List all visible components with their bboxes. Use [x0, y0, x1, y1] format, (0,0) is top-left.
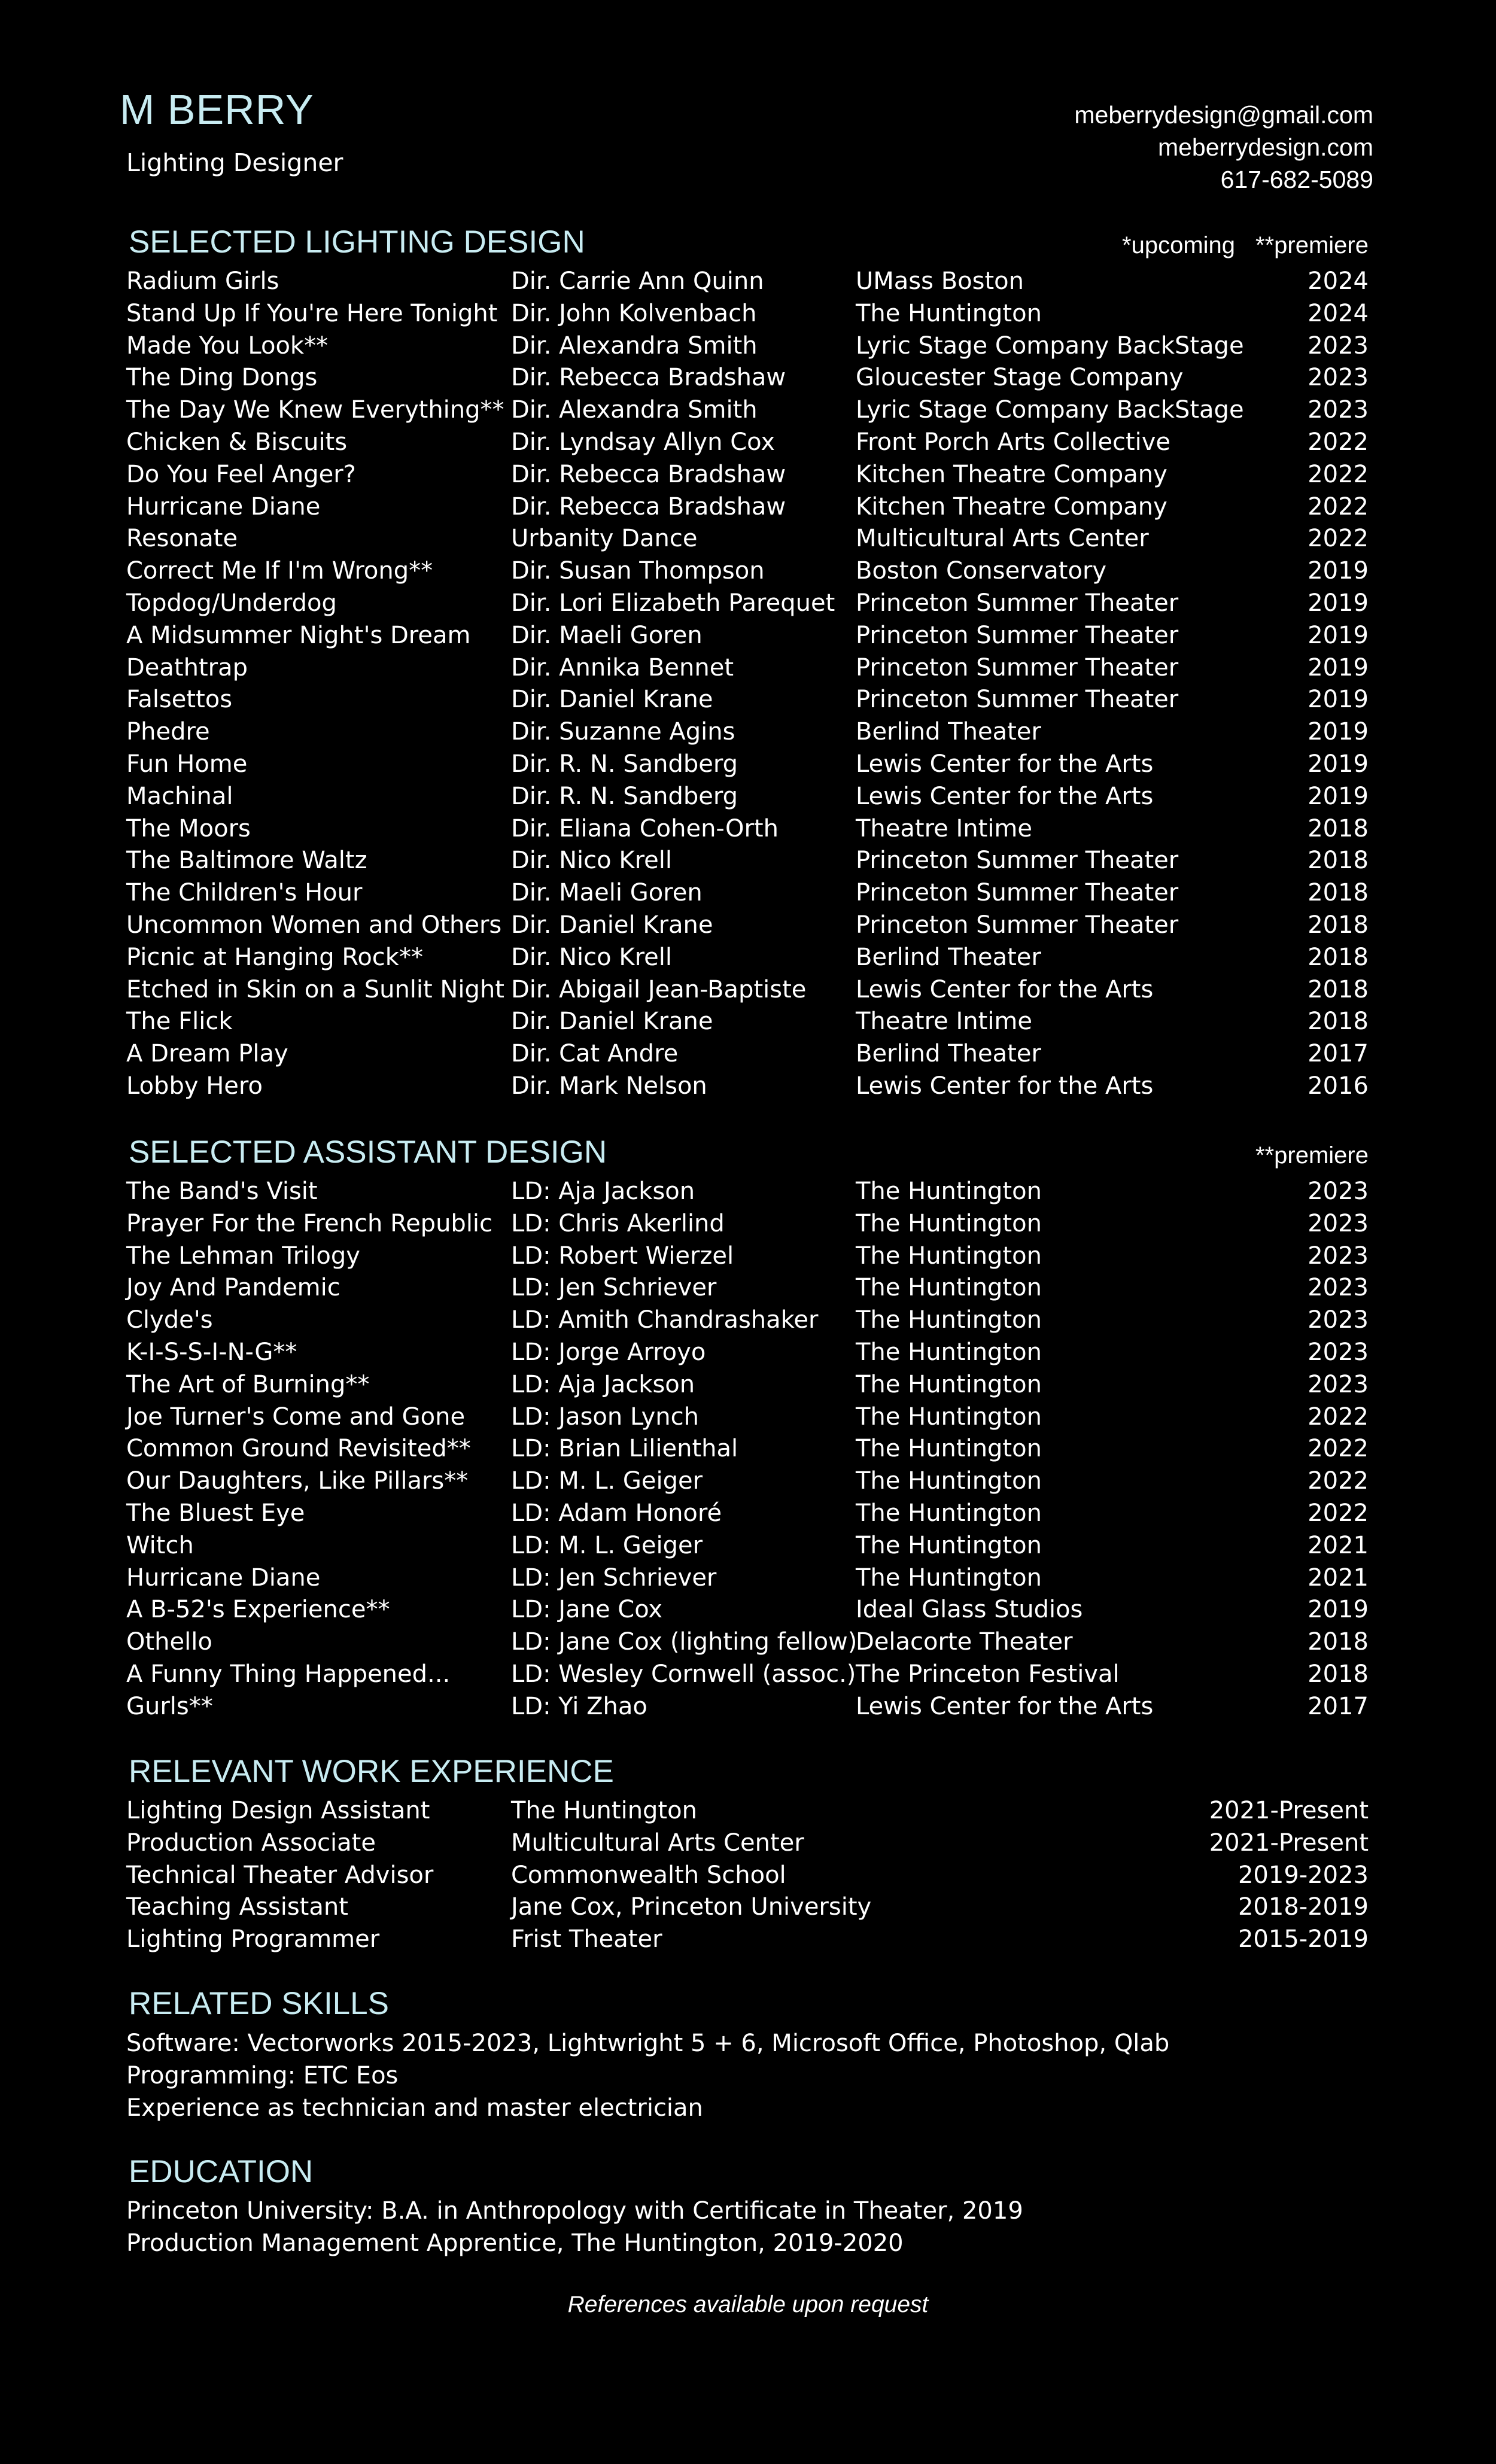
production-year: 2019	[1308, 1596, 1369, 1624]
lighting-credit-row	[0, 684, 1496, 716]
assistant-credit-row	[0, 1530, 1496, 1562]
venue-name: The Huntington	[856, 1209, 1042, 1237]
director-credit: LD: Aja Jackson	[511, 1178, 695, 1205]
assistant-credit-row	[0, 1465, 1496, 1498]
work-experience-list	[0, 1795, 1496, 1956]
resume-name: M BERRY	[120, 86, 314, 133]
section-heading-skills: RELATED SKILLS	[129, 1986, 389, 2021]
venue-name: Kitchen Theatre Company	[856, 460, 1167, 488]
production-title: Etched in Skin on a Sunlit Night	[126, 975, 504, 1003]
venue-name: The Huntington	[856, 1467, 1042, 1495]
assistant-credit-row	[0, 1337, 1496, 1369]
director-credit: Dir. Alexandra Smith	[511, 331, 758, 360]
production-title: A B-52's Experience**	[126, 1596, 390, 1624]
production-year: 2019	[1308, 750, 1369, 778]
lighting-credit-row	[0, 459, 1496, 491]
venue-name: Lewis Center for the Arts	[856, 975, 1154, 1003]
production-year: 2024	[1308, 267, 1369, 295]
director-credit: LD: Jane Cox (lighting fellow)	[511, 1628, 858, 1656]
director-credit: Dir. Daniel Krane	[511, 686, 713, 714]
director-credit: LD: Jorge Arroyo	[511, 1338, 706, 1366]
job-dates: 2021-Present	[1209, 1829, 1369, 1857]
production-year: 2022	[1308, 1467, 1369, 1495]
director-credit: Dir. R. N. Sandberg	[511, 750, 738, 778]
job-dates: 2021-Present	[1209, 1797, 1369, 1824]
production-title: Chicken & Biscuits	[126, 428, 348, 456]
contact-block	[1074, 99, 1373, 196]
production-title: A Funny Thing Happened...	[126, 1660, 451, 1688]
venue-name: Theatre Intime	[856, 1008, 1032, 1036]
director-credit: Dir. Mark Nelson	[511, 1072, 707, 1100]
assistant-credit-row	[0, 1176, 1496, 1208]
production-year: 2016	[1308, 1072, 1369, 1100]
director-credit: Dir. Eliana Cohen-Orth	[511, 814, 779, 842]
production-title: Phedre	[126, 718, 210, 746]
director-credit: Dir. Cat Andre	[511, 1040, 679, 1068]
venue-name: The Huntington	[856, 1435, 1042, 1463]
lighting-credit-row	[0, 974, 1496, 1006]
production-title: Do You Feel Anger?	[126, 460, 356, 488]
venue-name: The Huntington	[856, 1563, 1042, 1592]
venue-name: The Princeton Festival	[856, 1660, 1120, 1688]
assistant-credits-list	[0, 1176, 1496, 1723]
director-credit: Dir. R. N. Sandberg	[511, 782, 738, 810]
production-year: 2019	[1308, 718, 1369, 746]
assistant-credit-row	[0, 1304, 1496, 1337]
production-year: 2019	[1308, 686, 1369, 714]
venue-name: Princeton Summer Theater	[856, 621, 1179, 649]
assistant-note-premiere: **premiere	[1255, 1142, 1369, 1169]
director-credit: LD: Yi Zhao	[511, 1692, 647, 1720]
skill-line: Experience as technician and master electrician	[126, 2094, 703, 2122]
production-year: 2019	[1308, 653, 1369, 682]
venue-name: The Huntington	[856, 1403, 1042, 1431]
production-year: 2023	[1308, 396, 1369, 424]
production-title: The Flick	[126, 1008, 233, 1036]
production-title: The Baltimore Waltz	[126, 847, 367, 875]
resume-subtitle: Lighting Designer	[126, 148, 343, 177]
job-title: Teaching Assistant	[126, 1893, 348, 1921]
director-credit: LD: Brian Lilienthal	[511, 1435, 738, 1463]
production-title: A Midsummer Night's Dream	[126, 621, 471, 649]
lighting-credit-row	[0, 1006, 1496, 1038]
assistant-credit-row	[0, 1272, 1496, 1304]
director-credit: Dir. Rebecca Bradshaw	[511, 492, 786, 521]
venue-name: Lewis Center for the Arts	[856, 1072, 1154, 1100]
director-credit: Dir. Nico Krell	[511, 847, 672, 875]
production-year: 2023	[1308, 1274, 1369, 1302]
job-dates: 2019-2023	[1237, 1861, 1369, 1889]
production-year: 2019	[1308, 557, 1369, 585]
production-title: Picnic at Hanging Rock**	[126, 943, 423, 971]
director-credit: LD: Wesley Cornwell (assoc.)	[511, 1660, 856, 1688]
venue-name: Princeton Summer Theater	[856, 847, 1179, 875]
production-title: Witch	[126, 1531, 194, 1559]
assistant-credit-row	[0, 1659, 1496, 1691]
production-year: 2022	[1308, 1403, 1369, 1431]
director-credit: Dir. Lyndsay Allyn Cox	[511, 428, 776, 456]
lighting-credit-row	[0, 588, 1496, 620]
venue-name: Theatre Intime	[856, 814, 1032, 842]
production-title: Gurls**	[126, 1692, 213, 1720]
section-heading-assistant: SELECTED ASSISTANT DESIGN	[129, 1134, 607, 1170]
venue-name: The Huntington	[856, 1531, 1042, 1559]
production-year: 2023	[1308, 1306, 1369, 1334]
production-year: 2021	[1308, 1531, 1369, 1559]
production-year: 2019	[1308, 589, 1369, 617]
production-title: Our Daughters, Like Pillars**	[126, 1467, 469, 1495]
section-heading-education: EDUCATION	[129, 2154, 314, 2189]
production-title: The Lehman Trilogy	[126, 1242, 360, 1270]
lighting-credit-row	[0, 620, 1496, 652]
production-year: 2019	[1308, 782, 1369, 810]
contact-phone: 617-682-5089	[1220, 166, 1373, 193]
employer-name: The Huntington	[511, 1797, 697, 1824]
production-title: Clyde's	[126, 1306, 213, 1334]
director-credit: Dir. Suzanne Agins	[511, 718, 735, 746]
assistant-credit-row	[0, 1208, 1496, 1240]
note-premiere: **premiere	[1255, 232, 1369, 258]
assistant-credit-row	[0, 1594, 1496, 1626]
venue-name: Princeton Summer Theater	[856, 686, 1179, 714]
production-title: The Art of Burning**	[126, 1370, 370, 1398]
lighting-credit-row	[0, 1038, 1496, 1070]
production-title: Machinal	[126, 782, 233, 810]
production-title: Prayer For the French Republic	[126, 1209, 493, 1237]
venue-name: Princeton Summer Theater	[856, 879, 1179, 907]
work-experience-row	[0, 1924, 1496, 1956]
venue-name: The Huntington	[856, 1178, 1042, 1205]
production-year: 2022	[1308, 428, 1369, 456]
director-credit: LD: Adam Honoré	[511, 1499, 722, 1527]
director-credit: LD: Jason Lynch	[511, 1403, 699, 1431]
production-title: Hurricane Diane	[126, 1563, 321, 1592]
director-credit: LD: Robert Wierzel	[511, 1242, 734, 1270]
lighting-credit-row	[0, 716, 1496, 749]
section-heading-lighting: SELECTED LIGHTING DESIGN	[129, 224, 585, 260]
director-credit: LD: Chris Akerlind	[511, 1209, 725, 1237]
director-credit: Dir. Carrie Ann Quinn	[511, 267, 764, 295]
director-credit: Dir. Maeli Goren	[511, 879, 703, 907]
production-year: 2018	[1308, 911, 1369, 939]
employer-name: Multicultural Arts Center	[511, 1829, 804, 1857]
assistant-credit-row	[0, 1562, 1496, 1595]
production-year: 2018	[1308, 879, 1369, 907]
job-title: Technical Theater Advisor	[126, 1861, 434, 1889]
lighting-credit-row	[0, 266, 1496, 298]
education-list	[126, 2195, 1023, 2259]
production-title: The Bluest Eye	[126, 1499, 305, 1527]
lighting-credit-row	[0, 781, 1496, 813]
production-title: Made You Look**	[126, 331, 329, 360]
production-year: 2023	[1308, 1370, 1369, 1398]
venue-name: Multicultural Arts Center	[856, 525, 1149, 553]
venue-name: The Huntington	[856, 299, 1042, 327]
work-experience-row	[0, 1795, 1496, 1827]
production-year: 2022	[1308, 1499, 1369, 1527]
production-year: 2023	[1308, 1338, 1369, 1366]
production-title: Stand Up If You're Here Tonight	[126, 299, 498, 327]
job-dates: 2018-2019	[1237, 1893, 1369, 1921]
production-year: 2022	[1308, 525, 1369, 553]
director-credit: LD: M. L. Geiger	[511, 1467, 703, 1495]
venue-name: Boston Conservatory	[856, 557, 1107, 585]
production-title: Lobby Hero	[126, 1072, 263, 1100]
production-year: 2022	[1308, 1435, 1369, 1463]
production-year: 2023	[1308, 1209, 1369, 1237]
director-credit: Dir. Daniel Krane	[511, 1008, 713, 1036]
lighting-credit-row	[0, 394, 1496, 427]
lighting-credit-row	[0, 362, 1496, 394]
production-title: Common Ground Revisited**	[126, 1435, 471, 1463]
venue-name: Princeton Summer Theater	[856, 653, 1179, 682]
production-title: Topdog/Underdog	[126, 589, 337, 617]
production-title: Fun Home	[126, 750, 248, 778]
venue-name: Gloucester Stage Company	[856, 364, 1184, 392]
director-credit: Dir. Daniel Krane	[511, 911, 713, 939]
lighting-credit-row	[0, 1070, 1496, 1103]
production-year: 2022	[1308, 460, 1369, 488]
venue-name: Berlind Theater	[856, 943, 1041, 971]
contact-email[interactable]: meberrydesign@gmail.com	[1074, 101, 1373, 129]
education-line: Princeton University: B.A. in Anthropology with Certificate in Theater, 2019	[126, 2197, 1023, 2225]
lighting-credits-list	[0, 266, 1496, 1103]
skill-line: Programming: ETC Eos	[126, 2062, 399, 2089]
section-heading-work: RELEVANT WORK EXPERIENCE	[129, 1754, 614, 1789]
production-year: 2022	[1308, 492, 1369, 521]
director-credit: Dir. Alexandra Smith	[511, 396, 758, 424]
production-title: Radium Girls	[126, 267, 279, 295]
job-title: Production Associate	[126, 1829, 376, 1857]
production-year: 2021	[1308, 1563, 1369, 1592]
job-dates: 2015-2019	[1237, 1925, 1369, 1954]
lighting-credit-row	[0, 652, 1496, 685]
director-credit: Dir. Nico Krell	[511, 943, 672, 971]
venue-name: The Huntington	[856, 1274, 1042, 1302]
venue-name: Front Porch Arts Collective	[856, 428, 1171, 456]
venue-name: Ideal Glass Studios	[856, 1596, 1083, 1624]
lighting-credit-row	[0, 330, 1496, 363]
lighting-legend	[1122, 233, 1369, 257]
assistant-credit-row	[0, 1691, 1496, 1723]
production-year: 2023	[1308, 331, 1369, 360]
production-title: K-I-S-S-I-N-G**	[126, 1338, 297, 1366]
production-title: The Moors	[126, 814, 251, 842]
production-year: 2018	[1308, 943, 1369, 971]
director-credit: Dir. Rebecca Bradshaw	[511, 460, 786, 488]
director-credit: LD: M. L. Geiger	[511, 1531, 703, 1559]
job-title: Lighting Design Assistant	[126, 1797, 430, 1824]
production-title: Falsettos	[126, 686, 233, 714]
production-title: Deathtrap	[126, 653, 248, 682]
venue-name: Berlind Theater	[856, 718, 1041, 746]
assistant-credit-row	[0, 1240, 1496, 1273]
director-credit: Dir. Annika Bennet	[511, 653, 734, 682]
director-credit: Dir. Rebecca Bradshaw	[511, 364, 786, 392]
director-credit: LD: Jen Schriever	[511, 1274, 717, 1302]
assistant-credit-row	[0, 1433, 1496, 1465]
production-year: 2018	[1308, 847, 1369, 875]
assistant-credit-row	[0, 1498, 1496, 1530]
director-credit: LD: Amith Chandrashaker	[511, 1306, 819, 1334]
director-credit: Urbanity Dance	[511, 525, 698, 553]
production-year: 2017	[1308, 1692, 1369, 1720]
lighting-credit-row	[0, 942, 1496, 974]
production-year: 2023	[1308, 364, 1369, 392]
production-title: Hurricane Diane	[126, 492, 321, 521]
lighting-credit-row	[0, 909, 1496, 942]
lighting-credit-row	[0, 813, 1496, 845]
work-experience-row	[0, 1891, 1496, 1924]
production-title: Uncommon Women and Others	[126, 911, 502, 939]
production-title: Correct Me If I'm Wrong**	[126, 557, 433, 585]
work-experience-row	[0, 1860, 1496, 1892]
venue-name: UMass Boston	[856, 267, 1024, 295]
venue-name: Lewis Center for the Arts	[856, 1692, 1154, 1720]
employer-name: Jane Cox, Princeton University	[511, 1893, 872, 1921]
director-credit: Dir. Lori Elizabeth Parequet	[511, 589, 835, 617]
job-title: Lighting Programmer	[126, 1925, 380, 1954]
work-experience-row	[0, 1827, 1496, 1860]
production-year: 2023	[1308, 1178, 1369, 1205]
production-title: Resonate	[126, 525, 238, 553]
venue-name: The Huntington	[856, 1306, 1042, 1334]
director-credit: Dir. Abigail Jean-Baptiste	[511, 975, 807, 1003]
education-line: Production Management Apprentice, The Huntington, 2019-2020	[126, 2229, 904, 2257]
assistant-credit-row	[0, 1626, 1496, 1659]
production-year: 2017	[1308, 1040, 1369, 1068]
production-title: The Day We Knew Everything**	[126, 396, 504, 424]
production-year: 2019	[1308, 621, 1369, 649]
venue-name: The Huntington	[856, 1338, 1042, 1366]
lighting-credit-row	[0, 749, 1496, 781]
assistant-credit-row	[0, 1369, 1496, 1401]
director-credit: Dir. Susan Thompson	[511, 557, 765, 585]
director-credit: Dir. Maeli Goren	[511, 621, 703, 649]
venue-name: Berlind Theater	[856, 1040, 1041, 1068]
skill-line: Software: Vectorworks 2015-2023, Lightwright 5 + 6, Microsoft Office, Photoshop, Qlab	[126, 2030, 1170, 2057]
lighting-credit-row	[0, 555, 1496, 588]
production-year: 2018	[1308, 814, 1369, 842]
venue-name: The Huntington	[856, 1242, 1042, 1270]
venue-name: Lyric Stage Company BackStage	[856, 396, 1244, 424]
lighting-credit-row	[0, 491, 1496, 524]
director-credit: Dir. John Kolvenbach	[511, 299, 757, 327]
production-title: Joe Turner's Come and Gone	[126, 1403, 466, 1431]
production-year: 2018	[1308, 1660, 1369, 1688]
lighting-credit-row	[0, 845, 1496, 877]
lighting-credit-row	[0, 877, 1496, 909]
venue-name: Princeton Summer Theater	[856, 911, 1179, 939]
note-upcoming: *upcoming	[1122, 232, 1236, 258]
production-title: The Children's Hour	[126, 879, 363, 907]
employer-name: Frist Theater	[511, 1925, 662, 1954]
contact-website[interactable]: meberrydesign.com	[1157, 133, 1373, 161]
production-title: A Dream Play	[126, 1040, 288, 1068]
production-title: The Band's Visit	[126, 1178, 318, 1205]
employer-name: Commonwealth School	[511, 1861, 786, 1889]
venue-name: Princeton Summer Theater	[856, 589, 1179, 617]
skills-list	[126, 2027, 1169, 2124]
venue-name: The Huntington	[856, 1499, 1042, 1527]
lighting-credit-row	[0, 427, 1496, 459]
venue-name: Kitchen Theatre Company	[856, 492, 1167, 521]
production-year: 2018	[1308, 975, 1369, 1003]
director-credit: LD: Jen Schriever	[511, 1563, 717, 1592]
production-title: Joy And Pandemic	[126, 1274, 340, 1302]
venue-name: Delacorte Theater	[856, 1628, 1073, 1656]
venue-name: Lyric Stage Company BackStage	[856, 331, 1244, 360]
references-note: References available upon request	[567, 2292, 929, 2317]
lighting-credit-row	[0, 523, 1496, 555]
production-year: 2023	[1308, 1242, 1369, 1270]
production-year: 2018	[1308, 1008, 1369, 1036]
venue-name: The Huntington	[856, 1370, 1042, 1398]
production-year: 2024	[1308, 299, 1369, 327]
production-title: The Ding Dongs	[126, 364, 318, 392]
director-credit: LD: Jane Cox	[511, 1596, 663, 1624]
production-title: Othello	[126, 1628, 212, 1656]
venue-name: Lewis Center for the Arts	[856, 750, 1154, 778]
venue-name: Lewis Center for the Arts	[856, 782, 1154, 810]
assistant-credit-row	[0, 1401, 1496, 1434]
production-year: 2018	[1308, 1628, 1369, 1656]
lighting-credit-row	[0, 298, 1496, 330]
director-credit: LD: Aja Jackson	[511, 1370, 695, 1398]
